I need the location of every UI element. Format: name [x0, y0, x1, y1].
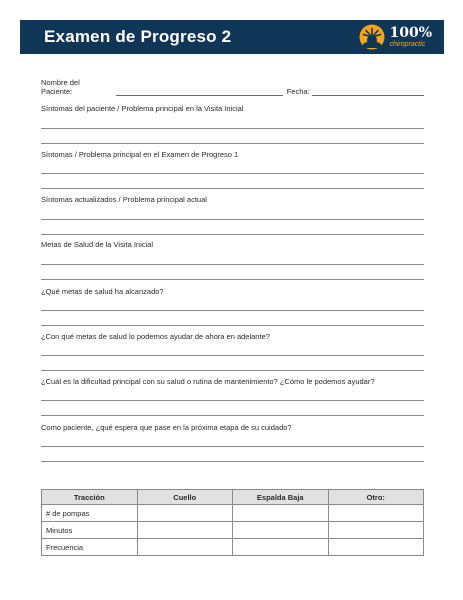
answer-line[interactable] — [41, 143, 424, 144]
question-block — [41, 332, 424, 341]
row-label: # de pompas — [42, 505, 138, 522]
table-cell[interactable] — [137, 505, 233, 522]
question-block — [41, 423, 424, 432]
question-label: ¿Cuál es la dificultad principal con su salud o rutina de mantenimiento? ¿Cómo le podemos ayudar? — [41, 377, 375, 386]
brand-number: 100% — [389, 25, 432, 41]
answer-line[interactable] — [41, 188, 424, 189]
table-header-row — [42, 490, 424, 505]
question-label: Síntomas actualizados / Problema principal actual — [41, 195, 207, 204]
answer-line[interactable] — [41, 234, 424, 235]
table-header-traction: Tracción — [42, 490, 138, 505]
answer-line[interactable] — [41, 370, 424, 371]
table-cell[interactable] — [328, 505, 424, 522]
question-label: Como paciente, ¿qué espera que pase en la próxima etapa de su cuidado? — [41, 423, 292, 432]
table-header-neck: Cuello — [137, 490, 233, 505]
question-block — [41, 240, 424, 249]
question-label: ¿Qué metas de salud ha alcanzado? — [41, 287, 164, 296]
answer-line[interactable] — [41, 310, 424, 311]
table-row — [42, 539, 424, 556]
question-block — [41, 377, 424, 386]
table-cell[interactable] — [233, 539, 329, 556]
treatment-table — [41, 489, 424, 556]
patient-name-field[interactable] — [116, 87, 283, 96]
row-label: Minutos — [42, 522, 138, 539]
table-cell[interactable] — [137, 539, 233, 556]
brand-subtitle: chiropractic — [389, 41, 426, 48]
table-header-other: Otro: — [328, 490, 424, 505]
question-label: Síntomas del paciente / Problema principal en la Visita Inicial — [41, 104, 244, 113]
table-header-lower-back: Espalda Baja — [233, 490, 329, 505]
sun-logo-icon — [359, 24, 385, 50]
answer-line[interactable] — [41, 219, 424, 220]
question-label: Síntomas / Problema principal en el Examen de Progreso 1 — [41, 150, 239, 159]
answer-line[interactable] — [41, 355, 424, 356]
table-cell[interactable] — [137, 522, 233, 539]
question-block — [41, 150, 424, 159]
question-label: ¿Con qué metas de salud lo podemos ayudar de ahora en adelante? — [41, 332, 270, 341]
answer-line[interactable] — [41, 264, 424, 265]
answer-line[interactable] — [41, 128, 424, 129]
patient-name-label: Nombre del Paciente: — [41, 78, 80, 96]
brand-logo — [359, 24, 432, 50]
answer-line[interactable] — [41, 415, 424, 416]
question-block — [41, 104, 424, 113]
table-cell[interactable] — [328, 539, 424, 556]
table-cell[interactable] — [233, 505, 329, 522]
page-header — [20, 20, 444, 54]
row-label: Frecuencia — [42, 539, 138, 556]
answer-line[interactable] — [41, 400, 424, 401]
table-row — [42, 522, 424, 539]
patient-info-row — [41, 78, 424, 96]
answer-line[interactable] — [41, 461, 424, 462]
table-cell[interactable] — [328, 522, 424, 539]
answer-line[interactable] — [41, 173, 424, 174]
date-label: Fecha: — [286, 87, 310, 96]
date-field[interactable] — [312, 87, 424, 96]
page-title: Examen de Progreso 2 — [44, 27, 232, 46]
question-label: Metas de Salud de la Visita Inicial — [41, 240, 154, 249]
question-block — [41, 287, 424, 296]
question-block — [41, 195, 424, 204]
answer-line[interactable] — [41, 279, 424, 280]
table-cell[interactable] — [233, 522, 329, 539]
answer-line[interactable] — [41, 446, 424, 447]
answer-line[interactable] — [41, 325, 424, 326]
table-row — [42, 505, 424, 522]
